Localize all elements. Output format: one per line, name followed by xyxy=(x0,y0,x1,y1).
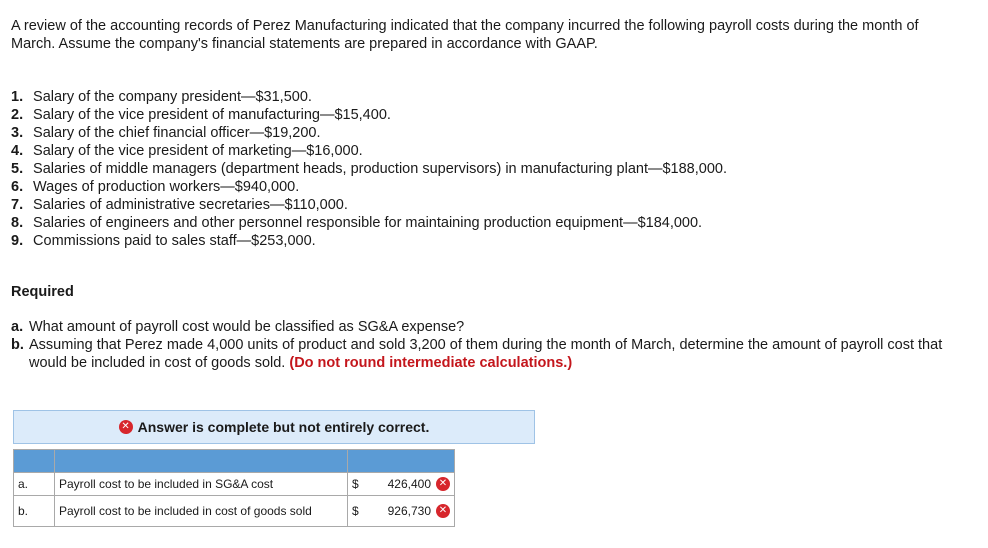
item-text: Salary of the chief financial officer—$19,200. xyxy=(33,125,321,141)
list-item xyxy=(11,88,727,106)
question-letter: b. xyxy=(11,337,24,353)
item-text: Commissions paid to sales staff—$253,000. xyxy=(33,233,316,249)
list-item xyxy=(11,214,727,232)
rounding-note: (Do not round intermediate calculations.) xyxy=(289,355,573,371)
question-b xyxy=(11,336,961,372)
item-number: 1. xyxy=(11,89,24,105)
list-item xyxy=(11,106,727,124)
currency-symbol: $ xyxy=(348,496,365,527)
problem-intro: A review of the accounting records of Perez Manufacturing indicated that the company incurred the following payroll costs during the month of March. Assume the company's financial statements are prepared in accordance with GAAP. xyxy=(11,18,919,52)
header-cell xyxy=(348,450,365,473)
list-item xyxy=(11,196,727,214)
item-number: 2. xyxy=(11,107,24,123)
list-item xyxy=(11,142,727,160)
answer-value[interactable]: 426,400 xyxy=(387,477,431,491)
table-row xyxy=(14,496,455,527)
item-number: 3. xyxy=(11,125,24,141)
list-item xyxy=(11,124,727,142)
question-letter: a. xyxy=(11,319,24,335)
currency-symbol: $ xyxy=(348,473,365,496)
list-item xyxy=(11,232,727,250)
header-cell xyxy=(55,450,348,473)
header-cell xyxy=(14,450,55,473)
item-number: 9. xyxy=(11,233,24,249)
feedback-text: Answer is complete but not entirely correct. xyxy=(137,419,430,435)
item-text: Salary of the company president—$31,500. xyxy=(33,89,312,105)
payroll-cost-list xyxy=(11,88,727,250)
question-text: Assuming that Perez made 4,000 units of product and sold 3,200 of them during the month of March, determine the amount of payroll cost that would be included in cost of goods sold. xyxy=(29,337,943,371)
item-number: 5. xyxy=(11,161,24,177)
answer-table xyxy=(13,449,455,527)
list-item xyxy=(11,160,727,178)
question-list xyxy=(11,318,961,372)
header-cell xyxy=(364,450,455,473)
feedback-banner xyxy=(13,410,535,444)
row-label: Payroll cost to be included in cost of goods sold xyxy=(55,496,348,527)
item-number: 7. xyxy=(11,197,24,213)
item-text: Salary of the vice president of marketing—$16,000. xyxy=(33,143,363,159)
question-text: What amount of payroll cost would be classified as SG&A expense? xyxy=(29,319,465,335)
answer-value[interactable]: 926,730 xyxy=(387,504,431,518)
item-number: 4. xyxy=(11,143,24,159)
item-text: Salaries of middle managers (department heads, production supervisors) in manufacturing plant—$188,000. xyxy=(33,161,727,177)
question-a xyxy=(11,318,961,336)
answer-cell[interactable] xyxy=(364,496,455,527)
row-letter: a. xyxy=(14,473,55,496)
table-row xyxy=(14,473,455,496)
list-item xyxy=(11,178,727,196)
item-number: 8. xyxy=(11,215,24,231)
table-header-row xyxy=(14,450,455,473)
required-heading: Required xyxy=(11,284,74,300)
row-letter: b. xyxy=(14,496,55,527)
x-circle-icon: ✕ xyxy=(436,477,450,491)
item-text: Salaries of engineers and other personnel responsible for maintaining production equipment—$184,000. xyxy=(33,215,703,231)
item-text: Salary of the vice president of manufacturing—$15,400. xyxy=(33,107,391,123)
row-label: Payroll cost to be included in SG&A cost xyxy=(55,473,348,496)
answer-cell[interactable] xyxy=(364,473,455,496)
item-text: Salaries of administrative secretaries—$110,000. xyxy=(33,197,348,213)
x-circle-icon: ✕ xyxy=(119,420,133,434)
item-text: Wages of production workers—$940,000. xyxy=(33,179,300,195)
x-circle-icon: ✕ xyxy=(436,504,450,518)
item-number: 6. xyxy=(11,179,24,195)
